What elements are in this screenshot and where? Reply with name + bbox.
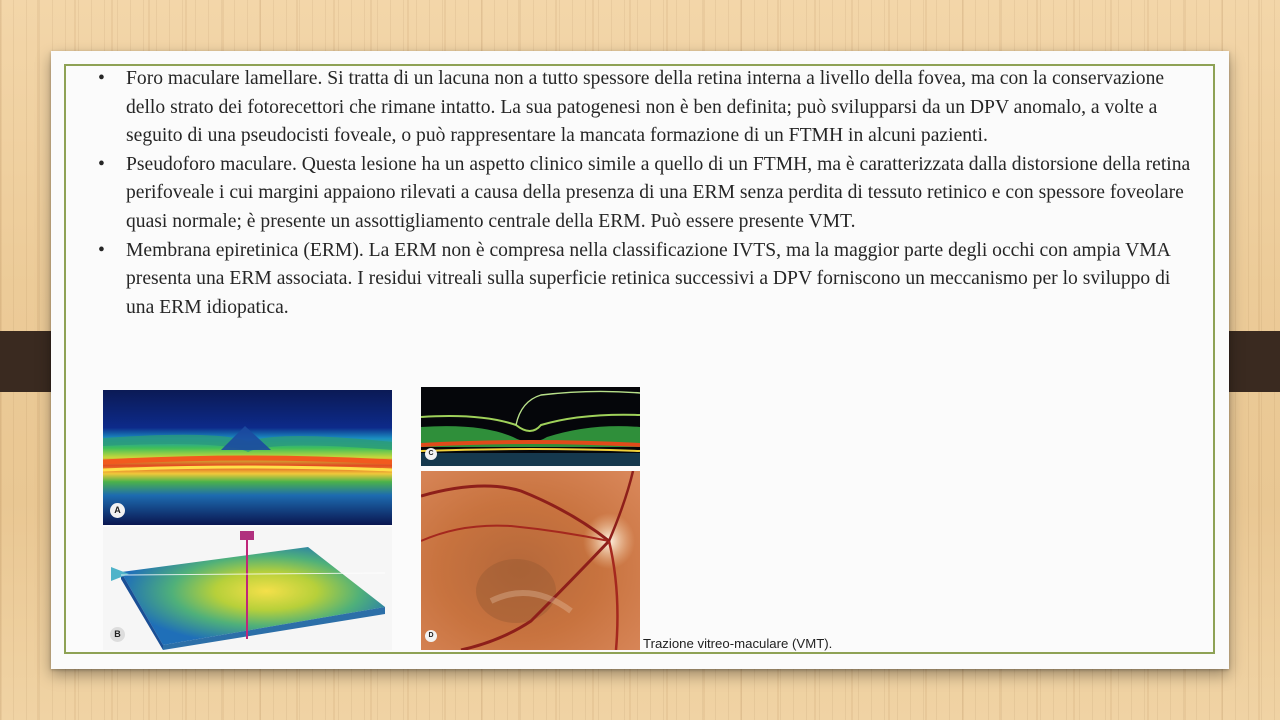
- bullet-text: Foro maculare lamellare. Si tratta di un lacuna non a tutto spessore della retina interna a livello della fovea, ma con la conservazione dello strato dei fotorecettori che rimane intatto. La sua patogenesi non è ben definita; può svilupparsi da un DPV anomalo, a volte a seguito di una pseudocisti foveale, o può rappresentare la mancata formazione di un FTMH in alcuni pazienti.: [126, 68, 1165, 147]
- bullet-dot: •: [98, 239, 105, 261]
- fundus-photo-image-d: [421, 471, 640, 650]
- bullet-lamellar-hole: [94, 65, 1194, 151]
- bullet-list: [94, 65, 1194, 322]
- bullet-dot: •: [98, 153, 105, 175]
- panel-label-c: C: [425, 448, 437, 460]
- bullet-pseudohole: [94, 151, 1194, 237]
- panel-label-a: A: [110, 503, 125, 518]
- bullet-dot: •: [98, 68, 105, 89]
- bullet-erm: [94, 237, 1194, 323]
- retinal-thickness-map-image-b: [103, 527, 392, 650]
- slide: [51, 51, 1229, 669]
- bullet-text: Membrana epiretinica (ERM). La ERM non è compresa nella classificazione IVTS, ma la maggior parte degli occhi con ampia VMA presenta una ERM associata. I residui vitreali sulla superficie retinica successivi a DPV forniscono un meccanismo per lo sviluppo di una ERM idiopatica.: [126, 239, 1171, 318]
- oct-traction-image-c: [421, 387, 640, 466]
- panel-label-b: B: [110, 627, 125, 642]
- oct-scan-image-a: [103, 390, 392, 525]
- panel-label-d: D: [425, 630, 437, 642]
- figure-caption: Trazione vitreo-maculare (VMT).: [643, 636, 833, 651]
- bullet-text: Pseudoforo maculare. Questa lesione ha un aspetto clinico simile a quello di un FTMH, ma è caratterizzata dalla distorsione della retina perifoveale i cui margini appaiono rilevati a causa della presenza di una ERM senza perdita di tessuto retinico e con spessore foveolare quasi normale; è presente un assottigliamento centrale della ERM. Può essere presente VMT.: [126, 153, 1191, 232]
